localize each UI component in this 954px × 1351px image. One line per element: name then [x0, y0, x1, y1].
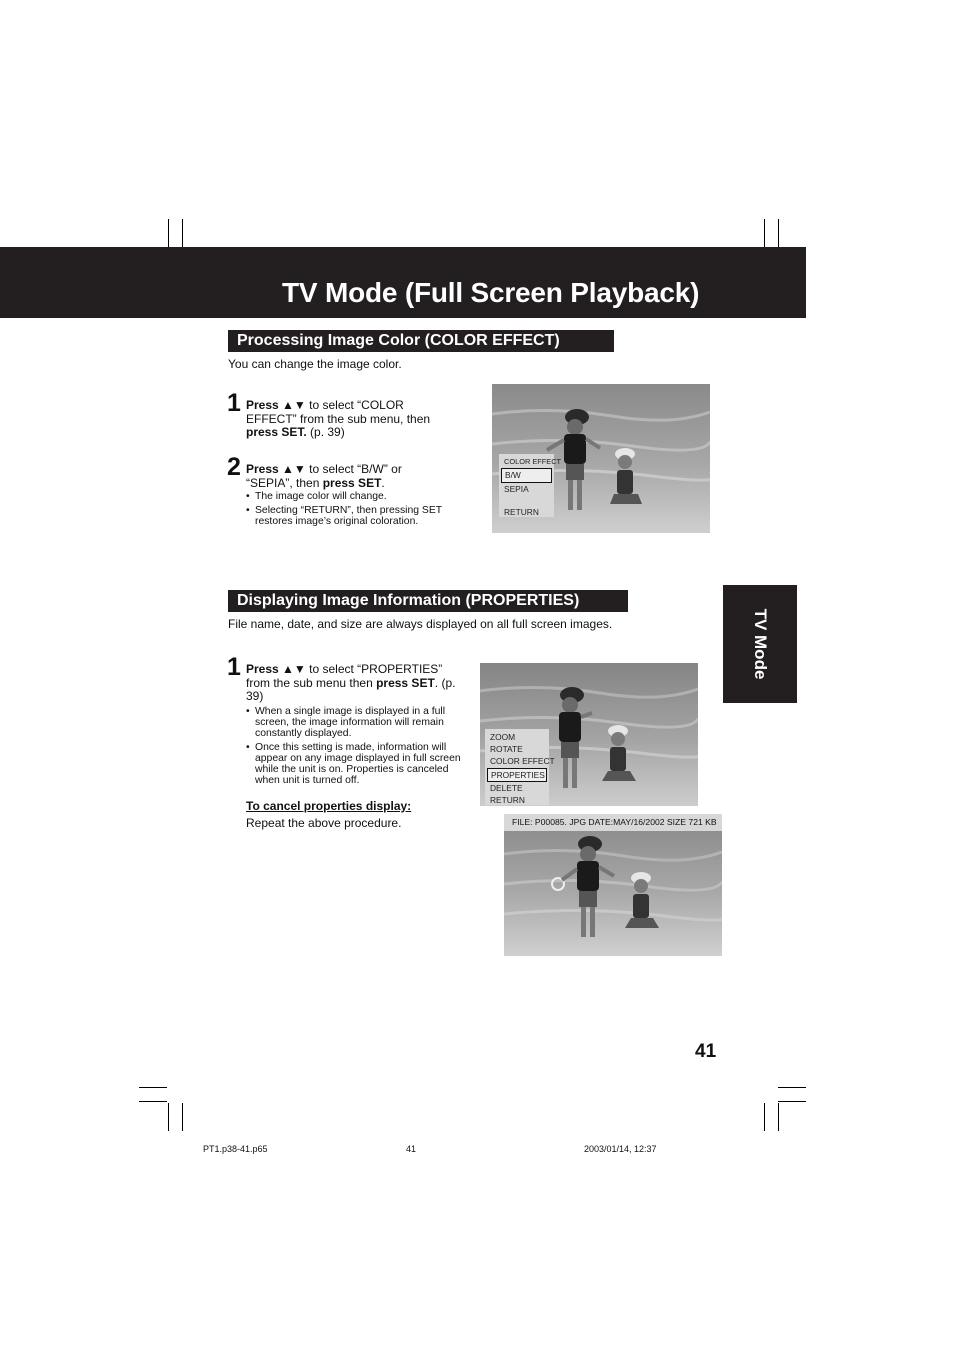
- section-heading-properties: Displaying Image Information (PROPERTIES): [228, 590, 628, 612]
- press-set: press SET.: [246, 425, 307, 439]
- cancel-text: Repeat the above procedure.: [246, 816, 402, 830]
- step-text: [246, 399, 456, 440]
- step-text: [246, 463, 446, 490]
- footer-page: 41: [406, 1144, 417, 1154]
- menu-item-rotate[interactable]: ROTATE: [490, 744, 523, 755]
- crop-mark: [778, 1087, 806, 1088]
- step-tail: (p. 39): [306, 425, 345, 439]
- side-tab-label: TV Mode: [751, 608, 770, 680]
- menu-item-zoom[interactable]: ZOOM: [490, 732, 516, 742]
- step-body: to select “B/W” or “SEPIA”, then: [246, 462, 402, 490]
- step-body: to select “PROPERTIES” from the sub menu then: [246, 662, 443, 690]
- press-label: Press ▲▼: [246, 662, 306, 676]
- menu-item-return[interactable]: RETURN: [504, 507, 539, 518]
- menu-item-properties[interactable]: PROPERTIES: [487, 768, 547, 782]
- crop-mark: [182, 219, 183, 247]
- cancel-heading: To cancel properties display:: [246, 799, 412, 813]
- bullet-list: [246, 706, 462, 789]
- crop-mark: [168, 219, 169, 247]
- step-body: to select “COLOR EFFECT” from the sub menu, then: [246, 398, 431, 426]
- bullet-item: • The image color will change.: [246, 491, 461, 502]
- crop-mark: [778, 1101, 806, 1102]
- crop-mark: [182, 1103, 183, 1131]
- step-tail: . (p. 39): [246, 675, 456, 703]
- beach-photo-color-effect: [492, 384, 710, 533]
- bullet-item: • When a single image is displayed in a full screen, the image information will remain constantly displayed.: [246, 706, 462, 739]
- color-effect-menu: [499, 454, 562, 518]
- crop-mark: [778, 219, 779, 247]
- title-bar: [0, 247, 806, 318]
- bullet-item: • Once this setting is made, information will appear on any image displayed in full screen while the unit is on. Properties is canceled when unit is turned off.: [246, 742, 462, 786]
- menu-item-sepia[interactable]: SEPIA: [504, 483, 529, 494]
- step-number: 2: [227, 453, 241, 481]
- press-label: Press ▲▼: [246, 398, 306, 412]
- bullet-item: • Selecting “RETURN”, then pressing SET restores image’s original coloration.: [246, 505, 461, 527]
- crop-mark: [168, 1103, 169, 1131]
- crop-mark: [139, 1101, 167, 1102]
- menu-title: COLOR EFFECT: [504, 457, 562, 466]
- footer-file: PT1.p38-41.p65: [203, 1144, 268, 1154]
- press-label: Press ▲▼: [246, 462, 306, 476]
- crop-mark: [764, 1103, 765, 1131]
- menu-item-return[interactable]: RETURN: [490, 795, 525, 806]
- sub-menu: [485, 729, 555, 806]
- properties-info-bar: FILE: P00085. JPG DATE:MAY/16/2002 SIZE 721 KB: [504, 814, 722, 831]
- step-tail: .: [381, 475, 385, 490]
- step-number: 1: [227, 653, 241, 681]
- menu-item-delete[interactable]: DELETE: [490, 782, 523, 793]
- section-heading-color-effect: Processing Image Color (COLOR EFFECT): [228, 330, 614, 352]
- section-intro: File name, date, and size are always displayed on all full screen images.: [228, 617, 613, 631]
- press-set: press SET: [322, 475, 382, 490]
- page-number: 41: [695, 1041, 717, 1062]
- menu-item-bw[interactable]: B/W: [501, 468, 552, 482]
- press-set: press SET: [376, 675, 435, 690]
- menu-item-color-effect[interactable]: COLOR EFFECT: [490, 756, 555, 767]
- crop-mark: [778, 1103, 779, 1131]
- step-text: [246, 663, 459, 704]
- crop-mark: [139, 1087, 167, 1088]
- crop-mark: [764, 219, 765, 247]
- section-intro: You can change the image color.: [228, 357, 402, 371]
- page-title: TV Mode (Full Screen Playback): [282, 277, 700, 308]
- beach-photo-properties: [504, 814, 722, 956]
- bullet-list: [246, 491, 461, 530]
- tv-mode-side-tab: [723, 585, 797, 703]
- step-number: 1: [227, 389, 241, 417]
- footer-timestamp: 2003/01/14, 12:37: [584, 1144, 657, 1154]
- beach-photo-submenu: [480, 663, 698, 806]
